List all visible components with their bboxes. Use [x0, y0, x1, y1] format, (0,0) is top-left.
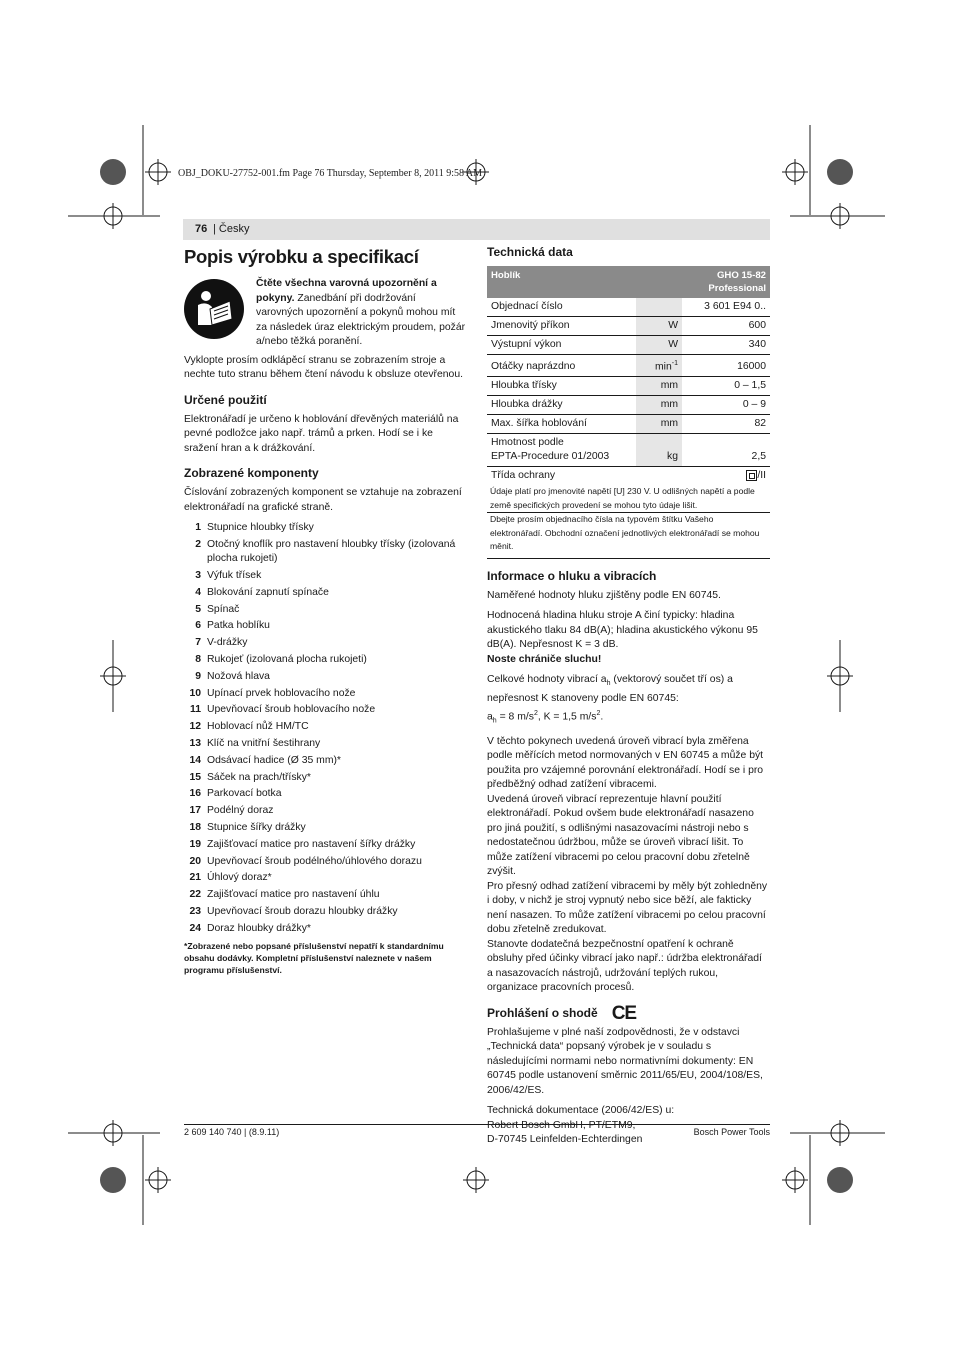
weight-value: 2,5 [682, 434, 770, 467]
footer-doc-number: 2 609 140 740 | (8.9.11) [184, 1127, 280, 1137]
table-row-weight [487, 434, 770, 467]
component-label: Zajišťovací matice pro nastavení úhlu [207, 889, 380, 901]
table-note-voltage: Údaje platí pro jmenovité napětí [U] 230 V. U odlišných napětí a podle země specifických provedení se mohou tyto údaje lišit. [490, 486, 755, 510]
weight-label: Hmotnost podle EPTA-Procedure 01/2003 [487, 434, 636, 467]
component-item [184, 821, 466, 836]
component-item [184, 603, 466, 618]
component-label: Hoblovací nůž HM/TC [207, 721, 309, 733]
intended-use-heading: Určené použití [184, 392, 267, 407]
spec-value: 3 601 E94 0.. [682, 298, 770, 317]
component-item [184, 538, 466, 567]
component-number: 2 [195, 538, 201, 550]
component-label: Výfuk třísek [207, 570, 262, 582]
page-number: 76 [195, 223, 208, 235]
component-label: V-drážky [207, 637, 248, 649]
footer-divider [184, 1124, 770, 1125]
component-label: Rukojeť (izolovaná plocha rukojeti) [207, 654, 367, 666]
component-number: 5 [195, 603, 201, 615]
component-item [184, 771, 466, 786]
component-label: Sáček na prach/třísky* [207, 771, 311, 783]
component-number: 9 [195, 670, 201, 682]
table-row [487, 377, 770, 396]
component-label: Parkovací botka [207, 788, 282, 800]
spec-label: Max. šířka hoblování [487, 415, 636, 434]
table-note-order-number: Dbejte prosím objednacího čísla na typovém štítku Vašeho elektronářadí. Obchodní označení jednotlivých elektronářadí se mohou měnit. [487, 512, 770, 554]
component-number: 13 [189, 738, 201, 750]
component-label: Odsávací hadice (Ø 35 mm)* [207, 754, 341, 766]
spec-unit [636, 298, 682, 317]
spec-unit: W [636, 336, 682, 355]
component-number: 24 [189, 922, 201, 934]
component-label: Upevňovací šroub dorazu hloubky drážky [207, 906, 398, 918]
double-insulation-icon [746, 470, 757, 481]
table-header-row [487, 266, 770, 298]
component-number: 6 [195, 620, 201, 632]
component-number: 4 [195, 586, 201, 598]
accessories-footnote: *Zobrazené nebo popsané příslušenství nepatří k standardnímu obsahu dodávky. Kompletní příslušenství naleznete v našem programu příslušenství. [184, 941, 444, 976]
component-label: Úhlový doraz* [207, 872, 272, 884]
component-item [184, 737, 466, 752]
component-item [184, 636, 466, 651]
component-label: Stupnice hloubky třísky [207, 522, 314, 533]
print-header: OBJ_DOKU-27752-001.fm Page 76 Thursday, September 8, 2011 9:58 AM [178, 168, 483, 179]
component-item [184, 787, 466, 802]
component-number: 21 [189, 872, 201, 884]
vibration-text-1: Celkové hodnoty vibrací $a_h$ (vektorový součet tří os) a nepřesnost K stanoveny podle EN 60745: $a_h = 8$ $m/s^2$, K = 1,5 $m/s^2$. [487, 674, 733, 725]
component-number: 11 [190, 704, 201, 716]
tech-data-table [487, 266, 770, 485]
component-label: Doraz hloubky drážky* [207, 922, 311, 934]
component-item [184, 720, 466, 735]
declaration-heading: Prohlášení o shodě CE [487, 1002, 637, 1024]
component-number: 19 [189, 838, 201, 850]
intended-use-text: Elektronářadí je určeno k hoblování dřevěných materiálů na pevné podložce jako např. trámů a prken. Hodí se i ke sražení hran a k drážkování. [184, 413, 459, 454]
spec-value: 0 – 9 [682, 396, 770, 415]
page-header-bar [183, 219, 770, 240]
weight-unit: kg [636, 434, 682, 467]
hearing-protection-text: Noste chrániče sluchu! [487, 653, 602, 665]
spec-value: 0 – 1,5 [682, 377, 770, 396]
spec-value: 82 [682, 415, 770, 434]
component-label: Spínač [207, 603, 240, 615]
page-title: Popis výrobku a specifikací [184, 246, 419, 267]
component-label: Upevňovací šroub hoblovacího nože [207, 704, 376, 716]
declaration-text: Prohlašujeme v plné naší zodpovědnosti, že v odstavci „Technická data“ popsaný výrobek je v souladu s následujícími normami nebo normativními dokumenty: EN 60745 podle ustanovení směrnic 2011/65/EU, 2004/108/ES, 2006/42/ES. [487, 1026, 763, 1096]
table-row [487, 317, 770, 336]
noise-text-1: Naměřené hodnoty hluku zjištěny podle EN 60745. [487, 589, 721, 601]
right-column [487, 245, 770, 1154]
spec-label: Jmenovitý příkon [487, 317, 636, 336]
component-number: 17 [189, 805, 201, 817]
vibration-text-2: V těchto pokynech uvedená úroveň vibrací byla změřena podle měřících metod normovaných v EN 60745 a může být použita pro vzájemné porovnání elektronářadí. Hodí se i pro předběžný odhad zatížení vibracemi. [487, 735, 764, 791]
component-number: 10 [189, 687, 201, 699]
component-number: 1 [195, 522, 201, 533]
component-number: 16 [189, 788, 201, 800]
component-label: Nožová hlava [207, 670, 270, 682]
component-item [184, 619, 466, 634]
tech-data-heading: Technická data [487, 245, 573, 259]
spec-unit: mm [636, 377, 682, 396]
component-label: Stupnice šířky drážky [207, 822, 306, 834]
vibration-text-3: Uvedená úroveň vibrací reprezentuje hlavní použití elektronářadí. Pokud ovšem bude elektronářadí nasazeno pro jiná použití, s odlišnými nasazovacími nástroji nebo s nedostatečnou údržbou, může se úroveň vibrací lišit. To může zatížení vibracemi po celou pracovní dobu zřetelně zvýšit. [487, 793, 754, 878]
component-item [184, 804, 466, 819]
table-row [487, 298, 770, 317]
component-label: Upevňovací šroub podélného/úhlového dorazu [207, 855, 422, 867]
table-row [487, 415, 770, 434]
component-label: Podélný doraz [207, 805, 274, 817]
component-number: 20 [189, 855, 201, 867]
protection-class-label: Třída ochrany [491, 470, 556, 482]
component-number: 14 [189, 754, 201, 766]
component-item [184, 922, 466, 937]
component-item [184, 888, 466, 903]
table-row [487, 336, 770, 355]
table-head-product: Hoblík [487, 266, 682, 298]
component-label: Upínací prvek hoblovacího nože [207, 687, 356, 699]
component-label: Zajišťovací matice pro nastavení šířky drážky [207, 838, 416, 850]
component-number: 18 [189, 822, 201, 834]
page-language: | Česky [213, 223, 250, 235]
component-item [184, 703, 466, 718]
noise-heading: Informace o hluku a vibracích [487, 568, 657, 583]
spec-label: Otáčky naprázdno [487, 355, 636, 377]
component-number: 3 [195, 570, 201, 582]
component-item [184, 586, 466, 601]
table-row-protection-class [487, 467, 770, 486]
component-label: Klíč na vnitřní šestihrany [207, 738, 321, 750]
component-item [184, 754, 466, 769]
left-column [184, 245, 466, 976]
component-item [184, 838, 466, 853]
spec-value: 600 [682, 317, 770, 336]
component-label: Blokování zapnutí spínače [207, 586, 329, 598]
components-list [184, 521, 466, 936]
noise-text-2: Hodnocená hladina hluku stroje A činí typicky: hladina akustického tlaku 84 dB(A); hladina akustického výkonu 95 dB(A). Nepřesnost K = 3 dB. [487, 610, 758, 651]
footer-brand: Bosch Power Tools [693, 1127, 770, 1137]
ce-mark-icon: CE [611, 1002, 637, 1024]
divider [487, 558, 770, 559]
component-item [184, 653, 466, 668]
fold-out-text: Vyklopte prosím odklápěcí stranu se zobrazením stroje a nechte tuto stranu během čtení návodu k obsluze otevřenou. [184, 354, 463, 380]
component-item [184, 521, 466, 536]
component-item [184, 687, 466, 702]
vibration-text-5: Stanovte dodatečná bezpečnostní opatření k ochraně obsluhy před účinky vibrací jako např.: údržba elektronářadí a nasazovacích nástrojů, udržování teplých rukou, organizace pracovních procesů. [487, 938, 762, 994]
read-manual-icon [184, 279, 244, 339]
component-item [184, 905, 466, 920]
component-label: Patka hoblíku [207, 620, 270, 632]
components-intro: Číslování zobrazených komponent se vztahuje na zobrazení elektronářadí na grafické straně. [184, 487, 462, 513]
spec-value: 16000 [682, 355, 770, 377]
technical-documentation-text: Technická dokumentace (2006/42/ES) u: Robert Bosch GmbH, PT/ETM9, D-70745 Leinfelden-Echterdingen [487, 1105, 675, 1146]
component-number: 12 [189, 721, 201, 733]
vibration-text-4: Pro přesný odhad zatížení vibracemi by měly být zohledněny i doby, v nichž je stroj vypnutý nebo sice běží, ale fakticky není nasazen. To může zatížení vibracemi po celou pracovní dobu zřetelně zredukovat. [487, 880, 768, 936]
spec-label: Hloubka drážky [487, 396, 636, 415]
spec-unit: mm [636, 415, 682, 434]
component-item [184, 855, 466, 870]
component-label: Otočný knoflík pro nastavení hloubky třísky (izolovaná plocha rukojeti) [207, 538, 456, 565]
warning-block [184, 277, 466, 350]
table-head-model: GHO 15-82 Professional [682, 266, 770, 298]
warning-text: Čtěte všechna varovná upozornění a pokyny. Zanedbání při dodržování varovných upozornění a pokynů mohou mít za následek úraz elektrickým proudem, požár a/nebo těžká poranění. [256, 278, 466, 347]
spec-label: Hloubka třísky [487, 377, 636, 396]
component-number: 22 [189, 889, 201, 901]
component-number: 23 [189, 906, 201, 918]
table-row [487, 355, 770, 377]
component-number: 8 [195, 654, 201, 666]
component-item [184, 670, 466, 685]
component-item [184, 569, 466, 584]
components-heading: Zobrazené komponenty [184, 466, 319, 480]
spec-unit: mm [636, 396, 682, 415]
table-row [487, 396, 770, 415]
protection-class-value: /II [682, 467, 770, 486]
spec-unit: W [636, 317, 682, 336]
spec-label: Výstupní výkon [487, 336, 636, 355]
spec-label: Objednací číslo [487, 298, 636, 317]
component-number: 15 [189, 771, 201, 783]
component-item [184, 871, 466, 886]
spec-value: 340 [682, 336, 770, 355]
component-number: 7 [195, 637, 201, 649]
spec-unit: $\min^{-1}$ [636, 355, 682, 377]
